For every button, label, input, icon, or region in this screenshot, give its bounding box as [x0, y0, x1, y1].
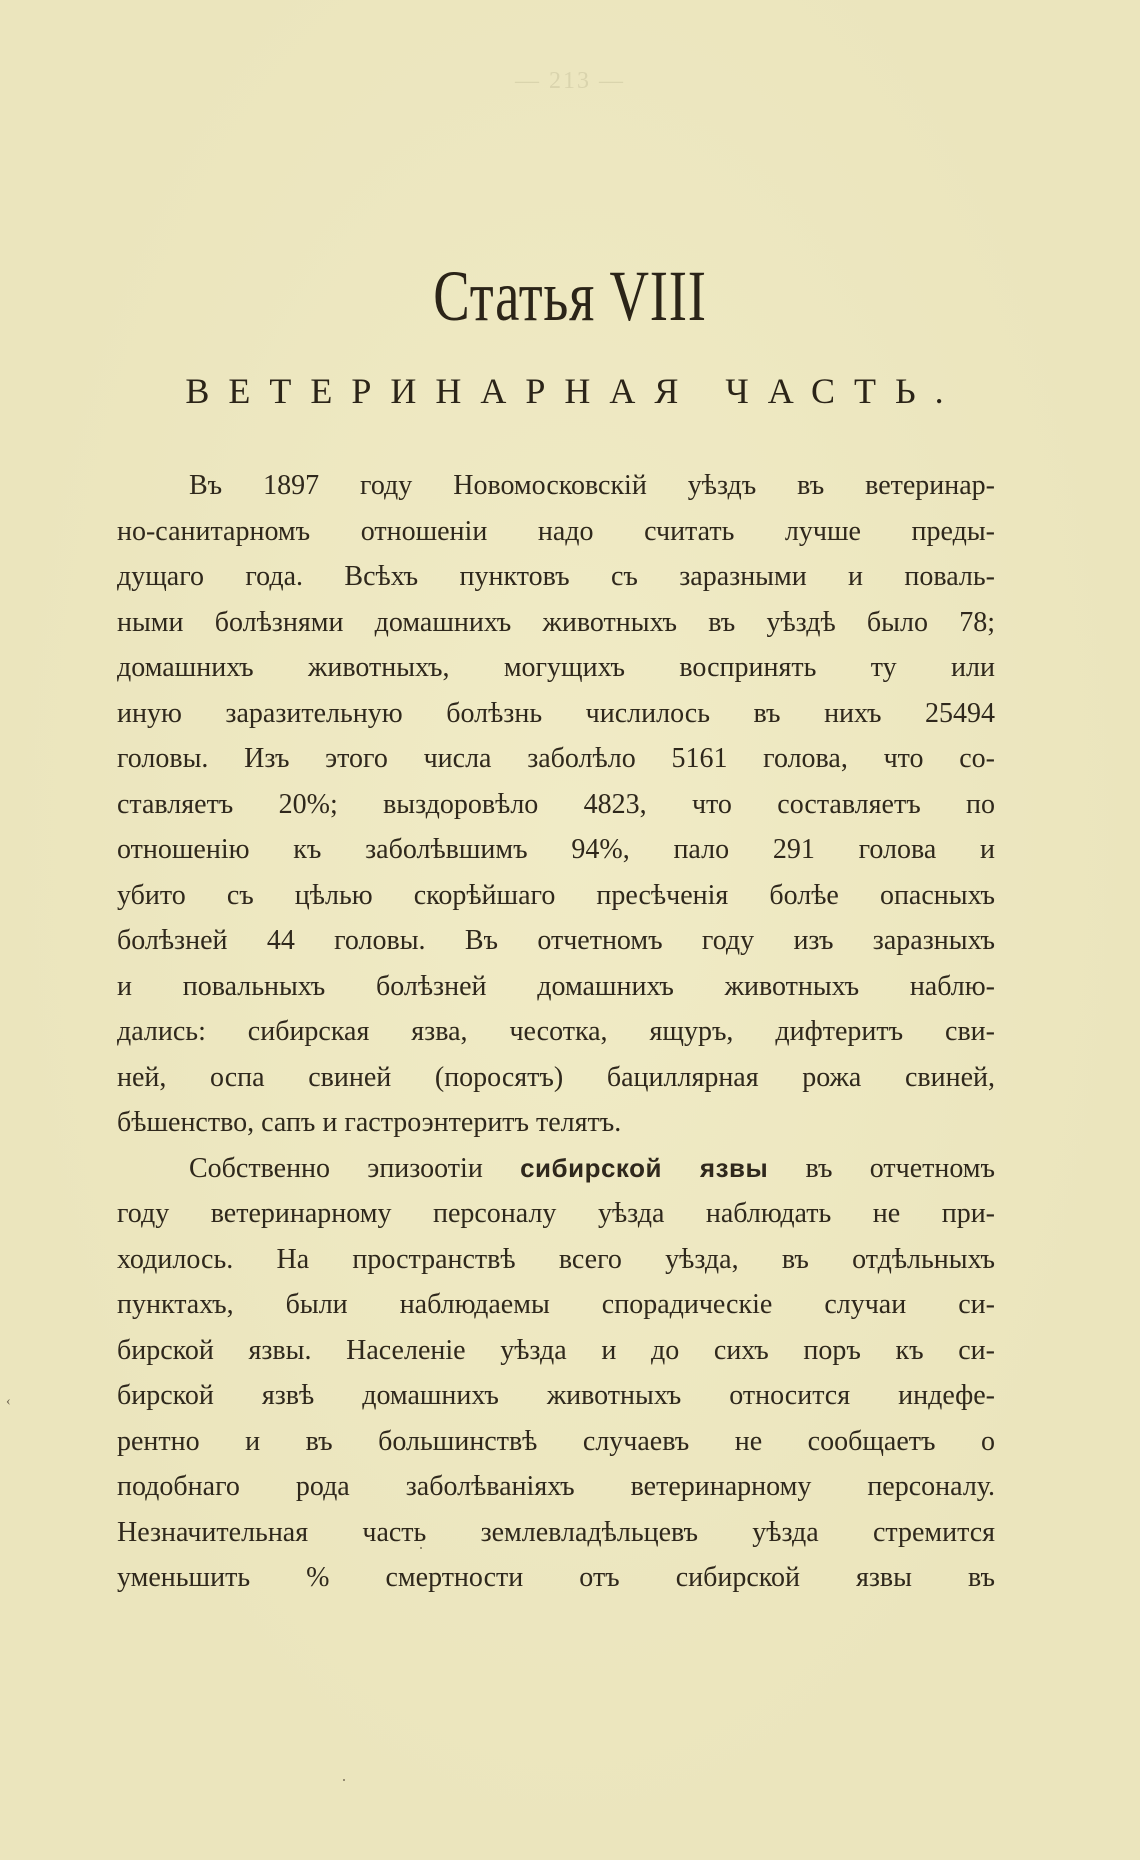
text-line: ными болѣзнями домашнихъ животныхъ въ уѣздѣ было 78;: [117, 606, 995, 638]
text-line: ходилось. На пространствѣ всего уѣзда, въ отдѣльныхъ: [117, 1243, 995, 1275]
text-line: Въ 1897 году Новомосковскій уѣздъ въ ветеринар-: [189, 470, 995, 501]
text-line: иную заразительную болѣзнь числилось въ нихъ 25494: [117, 697, 995, 729]
text-line: но-санитарномъ отношеніи надо считать лучше преды-: [117, 515, 995, 547]
text-run: въ отчетномъ: [805, 1152, 996, 1184]
paper-speck: [420, 1547, 422, 1549]
text-run: Собственно эпизоотіи: [189, 1152, 483, 1184]
text-line: дущаго года. Всѣхъ пунктовъ съ заразными и поваль-: [117, 561, 995, 592]
text-line: бирской язвѣ домашнихъ животныхъ относится индефе-: [117, 1380, 995, 1411]
bleed-through-page-number: — 213 —: [515, 68, 625, 94]
text-line-with-emphasis: [117, 1146, 995, 1192]
text-line: ней, оспа свиней (поросятъ) бациллярная рожа свиней,: [117, 1061, 995, 1093]
text-line: пунктахъ, были наблюдаемы спорадическіе случаи си-: [117, 1289, 995, 1320]
paper-speck: [343, 1779, 345, 1781]
text-line: бѣшенство, сапъ и гастроэнтеритъ телятъ.: [117, 1107, 622, 1138]
emphasized-term: сибирской язвы: [520, 1152, 769, 1183]
article-title: Статья VIII: [433, 256, 707, 336]
text-line: уменьшить % смертности отъ сибирской язвы въ: [117, 1562, 995, 1593]
text-line: болѣзней 44 головы. Въ отчетномъ году изъ заразныхъ: [117, 925, 995, 956]
text-line: ставляетъ 20%; выздоровѣло 4823, что составляетъ по: [117, 788, 995, 820]
text-line: убито съ цѣлью скорѣйшаго пресѣченія болѣе опасныхъ: [117, 879, 995, 911]
text-line: дались: сибирская язва, чесотка, ящуръ, дифтеритъ сви-: [117, 1016, 995, 1047]
text-line: Незначительная часть землевладѣльцевъ уѣзда стремится: [117, 1516, 995, 1548]
margin-mark: ‹: [6, 1394, 11, 1409]
text-line: и повальныхъ болѣзней домашнихъ животныхъ наблю-: [117, 970, 995, 1002]
body-text: [117, 463, 995, 1601]
text-line: рентно и въ большинствѣ случаевъ не сообщаетъ о: [117, 1425, 995, 1457]
text-line: домашнихъ животныхъ, могущихъ воспринять ту или: [117, 652, 995, 683]
text-line: бирской язвы. Населеніе уѣзда и до сихъ поръ къ си-: [117, 1334, 995, 1366]
text-line: году ветеринарному персоналу уѣзда наблюдать не при-: [117, 1198, 995, 1229]
text-line: подобнаго рода заболѣваніяхъ ветеринарному персоналу.: [117, 1471, 995, 1502]
text-line: отношенію къ заболѣвшимъ 94%, пало 291 голова и: [117, 834, 995, 865]
section-subtitle: ВЕТЕРИНАРНАЯ ЧАСТЬ.: [185, 371, 963, 411]
text-line: головы. Изъ этого числа заболѣло 5161 голова, что со-: [117, 743, 995, 774]
